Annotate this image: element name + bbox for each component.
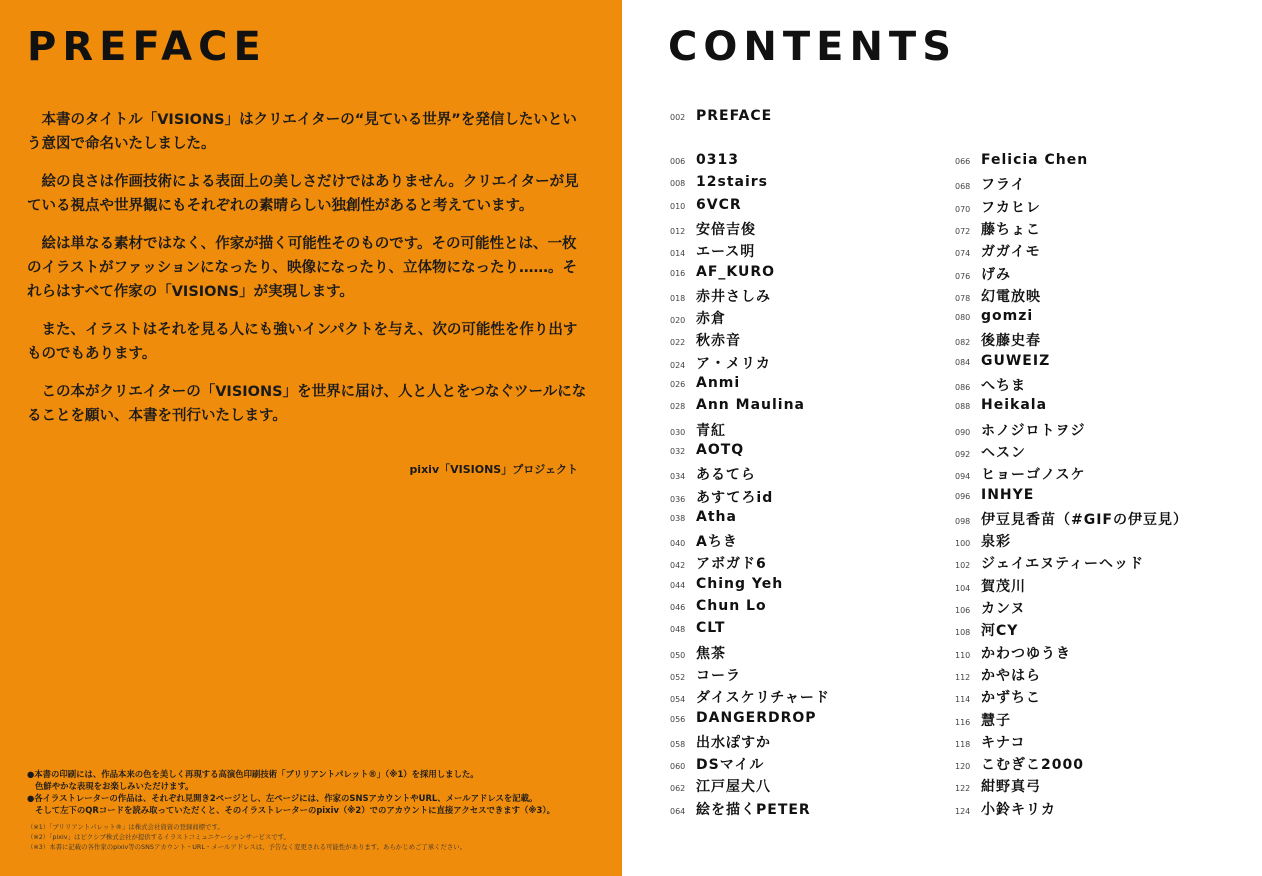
toc-entry[interactable] xyxy=(955,598,1025,620)
toc-entry[interactable] xyxy=(955,553,1144,575)
toc-entry-name: 安倍吉俊 xyxy=(696,221,756,238)
toc-page-number: 016 xyxy=(670,268,686,278)
toc-page-number: 086 xyxy=(955,383,971,392)
toc-entry[interactable] xyxy=(670,509,737,531)
toc-page-number: 120 xyxy=(955,762,971,772)
footnote: （※3）本書に記載の各作家のpixiv等のSNSアカウント・URL・メールアドレスは、予告なく変更される可能性があります。あらかじめご了承ください。 xyxy=(27,843,467,851)
toc-entry-name: ジェイエヌティーヘッド xyxy=(981,556,1145,573)
toc-entry-name: 0313 xyxy=(696,152,739,168)
toc-entry[interactable] xyxy=(955,219,1041,241)
toc-entry[interactable] xyxy=(670,665,741,687)
toc-entry[interactable] xyxy=(955,241,1041,263)
toc-entry[interactable] xyxy=(955,330,1041,352)
toc-page-number: 094 xyxy=(955,472,971,482)
toc-entry-name: DANGERDROP xyxy=(696,709,817,726)
toc-entry-name: 紺野真弓 xyxy=(981,779,1041,796)
printing-notes xyxy=(27,768,597,852)
toc-entry-name: 小鈴キリカ xyxy=(981,801,1056,818)
toc-entry-name: CLT xyxy=(696,620,726,637)
toc-entry-name: ガガイモ xyxy=(981,244,1041,261)
toc-entry-name: Felicia Chen xyxy=(981,152,1089,168)
note-line: ●各イラストレーターの作品は、それぞれ見開き2ページとし、左ページには、作家のSNSアカウントやURL、メールアドレスを記載。 xyxy=(27,793,538,803)
toc-entry[interactable] xyxy=(670,531,738,553)
toc-page-number: 102 xyxy=(955,561,971,571)
toc-page-number: 010 xyxy=(670,201,686,211)
toc-page-number: 092 xyxy=(955,449,971,459)
toc-entry-name: ホノジロトヲジ xyxy=(981,422,1086,439)
toc-entry-name: GUWEIZ xyxy=(981,352,1051,369)
toc-page-number: 030 xyxy=(670,427,686,437)
toc-page-number: 062 xyxy=(670,784,686,794)
toc-entry-name: げみ xyxy=(981,266,1011,283)
toc-entry[interactable] xyxy=(955,464,1085,486)
toc-page-number: 042 xyxy=(670,561,686,571)
toc-entry[interactable] xyxy=(670,330,741,352)
toc-entry[interactable] xyxy=(670,710,817,732)
preface-paragraph: 絵は単なる素材ではなく、作家が描く可能性そのものです。その可能性とは、一枚のイラストがファッションになったり、映像になったり、立体物になったり……。それらはすべて作家の「VISIONS」が実現します。 xyxy=(27,236,577,300)
toc-entry[interactable] xyxy=(955,687,1041,709)
toc-page-number: 114 xyxy=(955,695,971,705)
contents-title: CONTENTS xyxy=(668,24,958,70)
toc-page-number: 054 xyxy=(670,695,686,705)
toc-entry[interactable] xyxy=(670,286,771,308)
toc-entry-name: AOTQ xyxy=(696,441,745,458)
toc-page-number: 098 xyxy=(955,516,971,526)
toc-entry-name: ア・メリカ xyxy=(696,355,771,372)
toc-entry-name: アボガド6 xyxy=(696,556,767,573)
toc-page-number: 058 xyxy=(670,739,686,749)
toc-entry[interactable] xyxy=(955,353,1050,375)
toc-entry-name: 赤井さしみ xyxy=(696,288,771,305)
toc-entry-name: 江戸屋犬八 xyxy=(696,779,771,796)
toc-entry[interactable] xyxy=(670,553,767,575)
toc-entry[interactable] xyxy=(670,264,775,286)
toc-entry[interactable] xyxy=(955,264,1011,286)
toc-entry-name: 青紅 xyxy=(696,422,726,439)
preface-page xyxy=(0,0,622,876)
toc-entry-preface[interactable] xyxy=(670,108,772,130)
toc-page-number: 100 xyxy=(955,539,971,549)
toc-entry[interactable] xyxy=(670,197,742,219)
toc-entry[interactable] xyxy=(670,375,740,397)
toc-entry[interactable] xyxy=(670,687,830,709)
toc-entry-name: ヘスン xyxy=(981,444,1026,461)
toc-entry[interactable] xyxy=(670,598,767,620)
toc-page-number: 104 xyxy=(955,583,971,593)
footnote: （※1）「ブリリアントパレット®」は株式会社資資の登録商標です。 xyxy=(27,823,224,831)
toc-entry-name: 幻電放映 xyxy=(981,288,1041,305)
toc-entry[interactable] xyxy=(670,487,773,509)
toc-page-number: 028 xyxy=(670,402,686,412)
toc-page-number: 084 xyxy=(955,357,971,367)
toc-entry-name: 後藤史春 xyxy=(981,333,1041,350)
toc-entry[interactable] xyxy=(955,152,1088,174)
toc-page-number: 080 xyxy=(955,313,971,323)
toc-entry-name: フカヒレ xyxy=(981,199,1041,216)
toc-page-number: 106 xyxy=(955,606,971,615)
toc-entry[interactable] xyxy=(670,152,739,174)
toc-entry[interactable] xyxy=(955,286,1041,308)
toc-page-number: 040 xyxy=(670,539,686,549)
toc-entry[interactable] xyxy=(955,487,1034,509)
toc-entry-name: 賀茂川 xyxy=(981,578,1026,595)
toc-entry-name: 藤ちょこ xyxy=(981,221,1041,238)
toc-entry-name: あるてら xyxy=(696,467,756,484)
toc-page-number: 044 xyxy=(670,580,686,590)
toc-entry-name: カンヌ xyxy=(981,601,1026,617)
toc-entry-name: 河CY xyxy=(981,623,1019,640)
toc-page-number: 038 xyxy=(670,513,686,523)
toc-page-number: 046 xyxy=(670,603,686,612)
toc-entry[interactable] xyxy=(670,241,755,263)
toc-entry-name: Ann Maulina xyxy=(696,397,805,414)
toc-entry-name: こむぎこ2000 xyxy=(981,757,1084,774)
toc-page-number: 088 xyxy=(955,402,971,412)
toc-page-number: 082 xyxy=(955,338,971,348)
toc-entry-name: フライ xyxy=(981,177,1026,194)
toc-page-number: 090 xyxy=(955,427,971,437)
toc-entry-name: キナコ xyxy=(981,734,1026,751)
toc-entry[interactable] xyxy=(955,197,1041,219)
toc-entry[interactable] xyxy=(670,620,725,642)
toc-page-number: 112 xyxy=(955,672,971,682)
toc-page-number: 014 xyxy=(670,249,686,259)
toc-entry[interactable] xyxy=(955,643,1071,665)
note-line: そして左下のQRコードを読み取っていただくと、そのイラストレーターのpixiv（※2）でのアカウントに直接アクセスできます（※3）。 xyxy=(35,805,555,815)
toc-entry[interactable] xyxy=(955,576,1026,598)
toc-entry-name: DSマイル xyxy=(696,757,765,774)
toc-entry[interactable] xyxy=(955,710,1011,732)
preface-paragraph: 絵の良さは作画技術による表面上の美しさだけではありません。クリエイターが見ている視点や世界観にもそれぞれの素晴らしい独創性があると考えています。 xyxy=(27,174,579,214)
toc-entry[interactable] xyxy=(670,464,756,486)
toc-entry[interactable] xyxy=(955,308,1033,330)
toc-page-number: 108 xyxy=(955,628,971,638)
toc-entry-name: Aちき xyxy=(696,534,738,551)
toc-page-number: 056 xyxy=(670,714,686,724)
toc-entry[interactable] xyxy=(955,420,1085,442)
toc-page-number: 048 xyxy=(670,625,686,635)
preface-body xyxy=(27,108,587,442)
toc-entry[interactable] xyxy=(670,732,771,754)
preface-title: PREFACE xyxy=(27,24,267,70)
toc-page-number: 116 xyxy=(955,717,971,727)
preface-paragraph: この本がクリエイターの「VISIONS」を世界に届け、人と人とをつなぐツールになることを願い、本書を刊行いたします。 xyxy=(27,384,587,424)
toc-page-number: 002 xyxy=(670,113,686,122)
toc-entry[interactable] xyxy=(955,799,1056,821)
toc-entry-name: 赤倉 xyxy=(696,311,726,328)
toc-page-number: 022 xyxy=(670,338,686,348)
toc-entry[interactable] xyxy=(670,420,726,442)
toc-page-number: 066 xyxy=(955,157,971,166)
toc-entry[interactable] xyxy=(670,576,783,598)
toc-page-number: 008 xyxy=(670,179,686,189)
contents-page xyxy=(622,0,1262,876)
toc-page-number: 026 xyxy=(670,380,686,389)
toc-entry-name: 慧子 xyxy=(981,712,1011,729)
toc-entry-name: 秋赤音 xyxy=(696,333,741,350)
toc-page-number: 024 xyxy=(670,360,686,370)
toc-entry-name: コーラ xyxy=(696,667,741,684)
note-line: ●本書の印刷には、作品本来の色を美しく再現する高演色印刷技術「ブリリアントパレット®」（※1）を採用しました。 xyxy=(27,769,479,779)
toc-entry[interactable] xyxy=(955,531,1011,553)
toc-entry-name: 6VCR xyxy=(696,196,742,213)
toc-entry[interactable] xyxy=(955,509,1188,531)
toc-page-number: 096 xyxy=(955,491,971,501)
toc-entry[interactable] xyxy=(955,732,1025,754)
toc-entry-name: へちま xyxy=(981,378,1026,394)
toc-entry-name: Anmi xyxy=(696,375,741,391)
toc-entry[interactable] xyxy=(670,308,726,330)
toc-entry[interactable] xyxy=(955,620,1018,642)
toc-entry-name: 泉彩 xyxy=(981,534,1011,551)
toc-entry-name: ダイスケリチャード xyxy=(696,690,830,707)
toc-page-number: 020 xyxy=(670,316,686,326)
toc-entry-name: かずちこ xyxy=(981,690,1041,707)
toc-entry-name: Atha xyxy=(696,508,737,525)
toc-entry-name: Ching Yeh xyxy=(696,575,784,592)
footnote: （※2）「pixiv」はピクシブ株式会社が提供するイラストコミュニケーションサービスです。 xyxy=(27,833,290,841)
toc-page-number: 012 xyxy=(670,226,686,236)
toc-page-number: 118 xyxy=(955,739,971,749)
toc-entry-name: INHYE xyxy=(981,486,1035,503)
toc-entry[interactable] xyxy=(670,442,744,464)
toc-entry[interactable] xyxy=(670,754,764,776)
toc-entry[interactable] xyxy=(670,397,805,419)
toc-page-number: 050 xyxy=(670,650,686,660)
toc-page-number: 036 xyxy=(670,494,686,504)
toc-entry-name: gomzi xyxy=(981,308,1034,325)
preface-signature: pixiv「VISIONS」プロジェクト xyxy=(409,463,578,476)
toc-entry[interactable] xyxy=(670,174,768,196)
toc-page-number: 006 xyxy=(670,157,686,166)
toc-page-number: 064 xyxy=(670,806,686,816)
toc-entry-name: 12stairs xyxy=(696,174,768,191)
note-line: 色鮮やかな表現をお楽しみいただけます。 xyxy=(35,781,194,791)
toc-entry[interactable] xyxy=(955,776,1041,798)
toc-page-number: 078 xyxy=(955,293,971,303)
toc-page-number: 060 xyxy=(670,762,686,772)
table-of-contents xyxy=(622,0,1262,876)
toc-entry-name: Heikala xyxy=(981,397,1048,414)
toc-page-number: 052 xyxy=(670,672,686,682)
toc-entry-name: エース明 xyxy=(696,244,756,261)
toc-entry[interactable] xyxy=(955,754,1084,776)
toc-entry[interactable] xyxy=(670,643,726,665)
toc-page-number: 072 xyxy=(955,226,971,236)
toc-entry-name: かわつゆうき xyxy=(981,645,1071,662)
toc-entry-name: 絵を描くPETER xyxy=(696,801,811,818)
toc-entry-name: AF_KURO xyxy=(696,263,776,280)
toc-entry-name: 出水ぽすか xyxy=(696,734,771,751)
toc-entry-name: PREFACE xyxy=(696,108,773,124)
preface-paragraph: また、イラストはそれを見る人にも強いインパクトを与え、次の可能性を作り出すものでもあります。 xyxy=(27,322,578,362)
toc-page-number: 124 xyxy=(955,806,971,816)
toc-page-number: 110 xyxy=(955,650,971,660)
toc-entry[interactable] xyxy=(955,174,1026,196)
toc-page-number: 070 xyxy=(955,204,971,214)
toc-entry-name: 焦茶 xyxy=(696,645,726,662)
toc-page-number: 034 xyxy=(670,472,686,482)
toc-page-number: 076 xyxy=(955,271,971,281)
preface-paragraph: 本書のタイトル「VISIONS」はクリエイターの“見ている世界”を発信したいという意図で命名いたしました。 xyxy=(27,112,577,152)
toc-entry-name: Chun Lo xyxy=(696,598,767,614)
toc-page-number: 018 xyxy=(670,293,686,303)
toc-page-number: 122 xyxy=(955,784,971,794)
toc-entry-name: かやはら xyxy=(981,667,1041,684)
toc-entry-name: ヒョーゴノスケ xyxy=(981,467,1086,484)
toc-entry-name: あすてろid xyxy=(696,489,774,506)
toc-entry[interactable] xyxy=(670,219,756,241)
toc-entry[interactable] xyxy=(670,776,771,798)
toc-entry[interactable] xyxy=(670,353,771,375)
toc-page-number: 032 xyxy=(670,446,686,456)
toc-entry[interactable] xyxy=(955,397,1047,419)
toc-entry-name: 伊豆見香苗（#GIFの伊豆見） xyxy=(981,511,1188,528)
toc-entry[interactable] xyxy=(670,799,811,821)
toc-page-number: 068 xyxy=(955,182,971,192)
toc-entry[interactable] xyxy=(955,442,1026,464)
toc-page-number: 074 xyxy=(955,249,971,259)
toc-entry[interactable] xyxy=(955,375,1026,397)
toc-entry[interactable] xyxy=(955,665,1041,687)
footnotes xyxy=(27,822,597,852)
